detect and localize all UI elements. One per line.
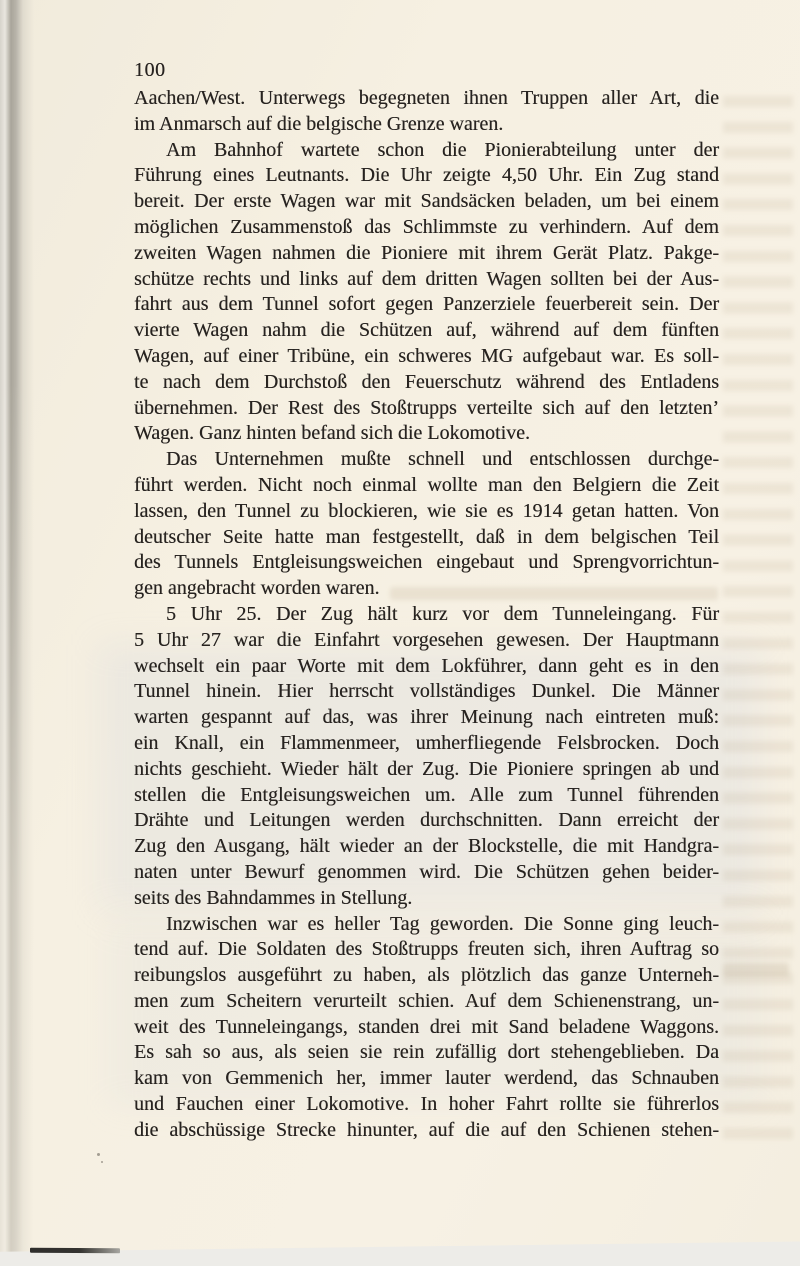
text-line: im Anmarsch auf die belgische Grenze waren. [134, 112, 504, 135]
scan-speck [101, 1161, 103, 1163]
text-line: deutscher Seite hatte man festgestellt, daß in dem belgischen Teil [134, 525, 719, 548]
text-line: zweiten Wagen nahmen die Pioniere mit ihrem Gerät Platz. Pakge- [134, 241, 719, 264]
text-line: seits des Bahndammes in Stellung. [134, 886, 413, 909]
text-line: te nach dem Durchstoß den Feuerschutz während des Entladens [134, 370, 719, 393]
text-line: nichts geschieht. Wieder hält der Zug. Die Pioniere springen ab und [134, 757, 719, 780]
text-line: Drähte und Leitungen werden durchschnitten. Dann erreicht der [134, 809, 719, 832]
text-line: Es sah so aus, als seien sie rein zufällig dort stehengeblieben. Da [134, 1041, 719, 1064]
text-line: ein Knall, ein Flammenmeer, umherfliegende Felsbrocken. Doch [134, 731, 719, 754]
text-line: 5 Uhr 25. Der Zug hält kurz vor dem Tunneleingang. Für [166, 602, 719, 625]
text-line: und Fauchen einer Lokomotive. In hoher Fahrt rollte sie führerlos [134, 1093, 719, 1116]
text-line: Aachen/West. Unterwegs begegneten ihnen Truppen aller Art, die [134, 87, 719, 109]
text-block [134, 86, 719, 1144]
text-line: wechselt ein paar Worte mit dem Lokführer, dann geht es in den [134, 654, 719, 677]
scan-ink-mark [30, 1248, 120, 1254]
text-line: die abschüssige Strecke hinunter, auf die auf den Schienen stehen- [134, 1118, 719, 1141]
text-line: Am Bahnhof wartete schon die Pionierabteilung unter der [166, 138, 719, 161]
text-line: warten gespannt auf das, was ihrer Meinung nach eintreten muß: [134, 706, 719, 729]
text-line: führt werden. Nicht noch einmal wollte man den Belgiern die Zeit [134, 473, 719, 496]
text-line: lassen, den Tunnel zu blockieren, wie sie es 1914 getan hatten. Von [134, 499, 719, 522]
text-line: Tunnel hinein. Hier herrscht vollständiges Dunkel. Die Männer [134, 680, 719, 703]
text-line: bereit. Der erste Wagen war mit Sandsäcken beladen, um bei einem [134, 190, 719, 213]
text-line: Wagen, auf einer Tribüne, ein schweres MG aufgebaut war. Es soll- [134, 344, 719, 367]
text-line: fahrt aus dem Tunnel sofort gegen Panzerziele feuerbereit sein. Der [134, 293, 719, 316]
text-line: Wagen. Ganz hinten befand sich die Lokomotive. [134, 422, 531, 445]
paragraph [134, 602, 719, 912]
text-line: Zug den Ausgang, hält wieder an der Blockstelle, die mit Handgra- [134, 835, 719, 858]
bleed-through-artifact [723, 96, 793, 1148]
text-line: Das Unternehmen mußte schnell und entschlossen durchge- [166, 448, 719, 471]
text-line: weit des Tunneleingangs, standen drei mit Sand beladene Waggons. [134, 1015, 719, 1038]
text-line: schütze rechts und links auf dem dritten Wagen sollten bei der Aus- [134, 267, 719, 290]
text-line: 5 Uhr 27 war die Einfahrt vorgesehen gewesen. Der Hauptmann [134, 628, 719, 651]
text-line: reibungslos ausgeführt zu haben, als plötzlich das ganze Unterneh- [134, 964, 719, 987]
text-line: tend auf. Die Soldaten des Stoßtrupps freuten sich, ihren Auftrag so [134, 938, 719, 961]
text-line: gen angebracht worden waren. [134, 577, 380, 600]
page-edge-shadow-fade [0, 0, 34, 1266]
paragraph [134, 138, 719, 448]
text-line: Inzwischen war es heller Tag geworden. Die Sonne ging leuch- [166, 912, 719, 935]
scan-speck [97, 1153, 100, 1156]
paragraph [134, 912, 719, 1144]
page-number: 100 [134, 59, 166, 81]
paragraph [134, 86, 719, 138]
text-line: des Tunnels Entgleisungsweichen eingebaut und Sprengvorrichtun- [134, 551, 719, 574]
text-line: übernehmen. Der Rest des Stoßtrupps verteilte sich auf den letzten’ [134, 396, 719, 419]
text-line: men zum Scheitern verurteilt schien. Auf dem Schienenstrang, un- [134, 989, 719, 1012]
text-line: vierte Wagen nahm die Schützen auf, während auf dem fünften [134, 319, 719, 342]
paragraph [134, 447, 719, 602]
text-line: kam von Gemmenich her, immer lauter werdend, das Schnauben [134, 1067, 719, 1090]
text-line: möglichen Zusammenstoß das Schlimmste zu verhindern. Auf dem [134, 215, 719, 238]
text-line: stellen die Entgleisungsweichen um. Alle zum Tunnel führenden [134, 783, 719, 806]
bleed-through-artifact [723, 963, 789, 976]
text-line: naten unter Bewurf genommen wird. Die Schützen gehen beider- [134, 860, 719, 883]
text-line: Führung eines Leutnants. Die Uhr zeigte 4,50 Uhr. Ein Zug stand [134, 164, 719, 187]
